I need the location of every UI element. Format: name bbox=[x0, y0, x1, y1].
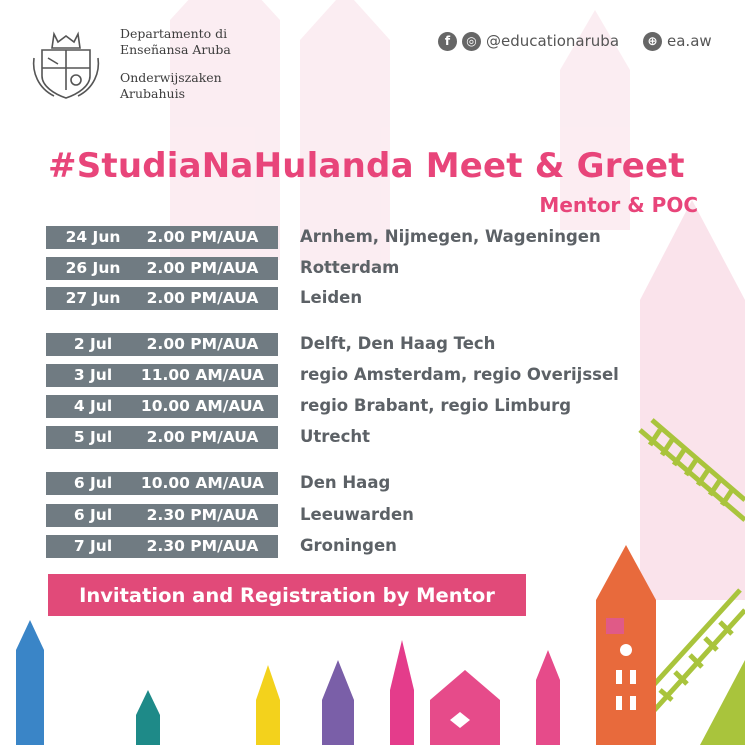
event-location: regio Brabant, regio Limburg bbox=[300, 396, 572, 415]
aruba-crest-logo bbox=[30, 28, 102, 102]
date-time-pill bbox=[46, 504, 278, 527]
date-time-pill bbox=[46, 395, 278, 418]
facebook-icon[interactable]: f bbox=[438, 32, 457, 51]
website-group[interactable] bbox=[643, 30, 712, 52]
event-location: Delft, Den Haag Tech bbox=[300, 334, 496, 353]
event-location: Arnhem, Nijmegen, Wageningen bbox=[300, 227, 601, 246]
event-time: 2.30 PM/AUA bbox=[146, 537, 259, 555]
event-date: 24 Jun bbox=[65, 228, 121, 246]
event-date: 2 Jul bbox=[73, 335, 113, 353]
event-location: Groningen bbox=[300, 536, 397, 555]
event-location: Leiden bbox=[300, 288, 363, 307]
org-line-2: Enseñansa Aruba bbox=[120, 42, 231, 57]
event-time: 2.30 PM/AUA bbox=[146, 506, 259, 524]
org-line-4: Arubahuis bbox=[120, 86, 186, 101]
event-location: Den Haag bbox=[300, 473, 391, 492]
date-time-pill bbox=[46, 333, 278, 356]
date-time-pill bbox=[46, 287, 278, 310]
registration-banner[interactable]: Invitation and Registration by Mentor bbox=[48, 574, 526, 616]
event-time: 2.00 PM/AUA bbox=[146, 428, 259, 446]
date-time-pill bbox=[46, 226, 278, 249]
page-title: #StudiaNaHulanda Meet & Greet bbox=[48, 146, 685, 186]
event-location: regio Amsterdam, regio Overijssel bbox=[300, 365, 619, 384]
date-time-pill bbox=[46, 426, 278, 449]
date-time-pill bbox=[46, 257, 278, 280]
social-handle[interactable]: @educationaruba bbox=[486, 32, 620, 50]
event-date: 4 Jul bbox=[73, 397, 113, 415]
date-time-pill bbox=[46, 535, 278, 558]
event-location: Leeuwarden bbox=[300, 505, 414, 524]
event-time: 2.00 PM/AUA bbox=[146, 228, 259, 246]
event-time: 2.00 PM/AUA bbox=[146, 259, 259, 277]
date-time-pill bbox=[46, 472, 278, 495]
event-date: 3 Jul bbox=[73, 366, 113, 384]
event-date: 6 Jul bbox=[73, 506, 113, 524]
event-time: 2.00 PM/AUA bbox=[146, 289, 259, 307]
instagram-icon[interactable]: ◎ bbox=[462, 32, 481, 51]
event-date: 5 Jul bbox=[73, 428, 113, 446]
org-line-1: Departamento di bbox=[120, 26, 228, 41]
website-url[interactable]: ea.aw bbox=[667, 32, 712, 50]
event-time: 2.00 PM/AUA bbox=[146, 335, 259, 353]
organization-name bbox=[120, 26, 231, 102]
event-time: 10.00 AM/AUA bbox=[140, 474, 265, 492]
event-date: 27 Jun bbox=[65, 289, 121, 307]
event-date: 7 Jul bbox=[73, 537, 113, 555]
event-date: 26 Jun bbox=[65, 259, 121, 277]
event-date: 6 Jul bbox=[73, 474, 113, 492]
social-handle-group[interactable] bbox=[438, 30, 619, 52]
event-location: Utrecht bbox=[300, 427, 371, 446]
globe-icon[interactable]: ⊕ bbox=[643, 32, 662, 51]
org-line-3: Onderwijszaken bbox=[120, 70, 222, 85]
date-time-pill bbox=[46, 364, 278, 387]
page-subtitle: Mentor & POC bbox=[539, 193, 698, 217]
event-time: 11.00 AM/AUA bbox=[140, 366, 265, 384]
event-time: 10.00 AM/AUA bbox=[140, 397, 265, 415]
event-location: Rotterdam bbox=[300, 258, 400, 277]
